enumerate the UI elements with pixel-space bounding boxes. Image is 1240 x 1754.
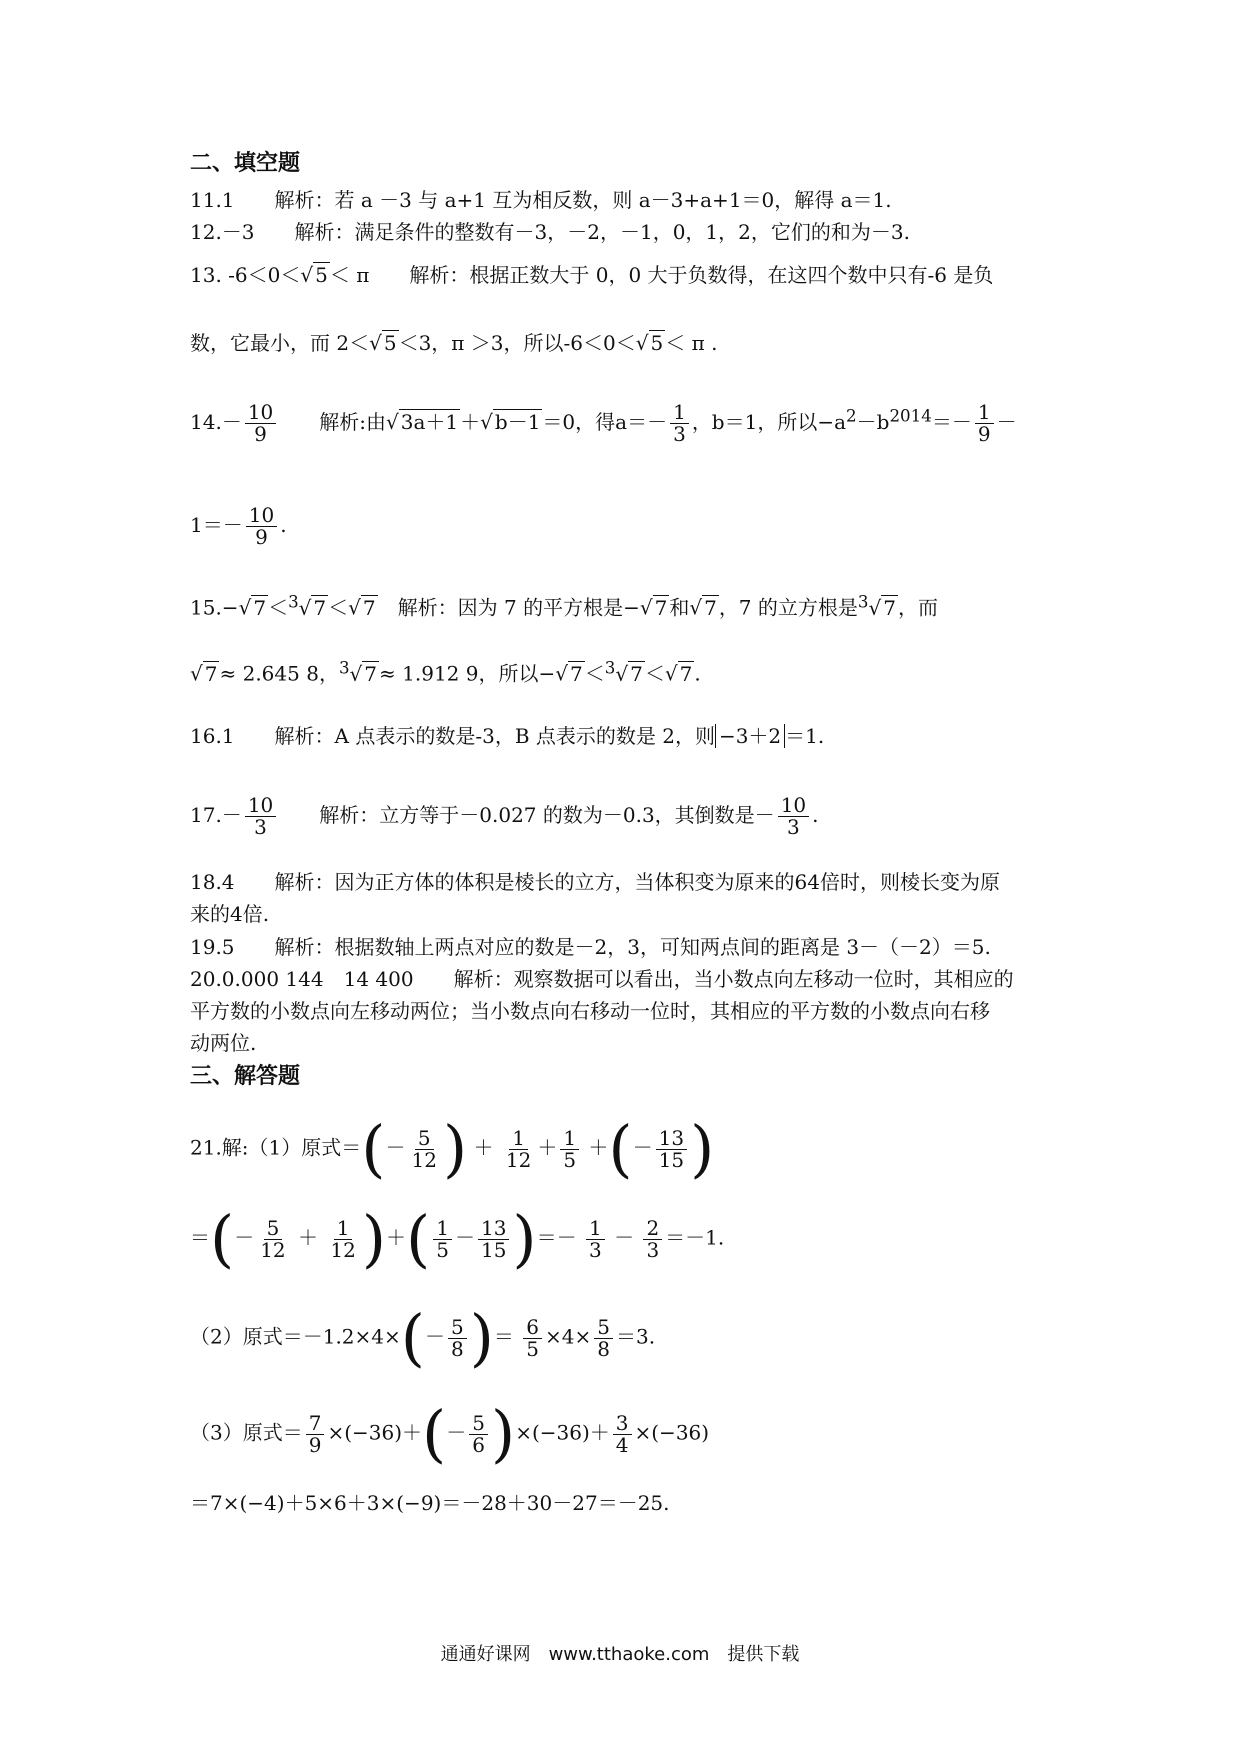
answer-q20-line2: 平方数的小数点向左移动两位；当小数点向右移动一位时，其相应的平方数的小数点向右移 [190,999,990,1023]
solution-21-part2: （2）原式＝－1.2×4×(－ $\frac{5}{8}$ )＝ $\frac{6}{5}$ ×4× $\frac{5}{8}$ ＝3. [190,1301,656,1374]
sqrt-5: √ 5 [369,331,397,355]
answer-q12: 12.－3 解析：满足条件的整数有－3，－2，－1，0，1，2，它们的和为－3. [190,220,910,244]
fraction: $\frac{10}{9}$ [246,505,277,548]
answer-q20-line3: 动两位. [190,1031,257,1055]
answer-q13-line2: 数，它最小，而 2＜√ 5 ＜3，π ＞3，所以-6＜0＜√ 5 ＜ π . [190,331,718,355]
answer-q11: 11.1 解析：若 a －3 与 a+1 互为相反数，则 a－3+a+1＝0，解得 a＝1. [190,188,892,212]
answer-q15-line1: 15.−√ 7 ＜$^3$√ 7 ＜√ 7 解析：因为 7 的平方根是−√ 7 和√ 7 ，7 的立方根是$^3$√ 7 ，而 [190,592,938,620]
section-heading-fill-blank: 二、填空题 [190,150,301,176]
answer-q19: 19.5 解析：根据数轴上两点对应的数是－2，3，可知两点间的距离是 3－（－2）＝5. [190,935,991,959]
solution-21-part1-line1: 21.解:（1）原式＝(－ $\frac{5}{12}$ ) ＋ $\frac{1}{12}$ ＋ $\frac{1}{5}$ ＋(－ $\frac{13}{15}$ ) [190,1112,715,1185]
page-footer: 通通好课网 www.tthaoke.com 提供下载 [440,1644,800,1665]
fraction: $\frac{10}{3}$ [245,795,276,838]
sqrt-expression: √ b－1 [480,410,541,434]
answer-q18-line2: 来的4倍. [190,902,270,926]
fraction: $\frac{1}{3}$ [670,402,689,445]
answer-q18-line1: 18.4 解析：因为正方体的体积是棱长的立方，当体积变为原来的64倍时，则棱长变为原 [190,870,1000,894]
fraction: $\frac{10}{3}$ [778,795,809,838]
answer-q17: 17.－ $\frac{10}{3}$ 解析：立方等于－0.027 的数为－0.3，其倒数是－ $\frac{10}{3}$ . [190,793,819,839]
answer-q13-line1 [190,265,993,285]
absolute-value: −3＋2 [715,724,785,748]
answer-q15-line2: √ 7 ≈ 2.645 8，$^3$√ 7 ≈ 1.912 9，所以−√ 7 ＜$^3$√ 7 ＜√ 7 . [190,658,701,686]
solution-21-part3-line1: （3）原式＝ $\frac{7}{9}$ ×(−36)＋(－ $\frac{5}{6}$ )×(−36)＋ $\frac{3}{4}$ ×(−36) [190,1397,710,1470]
answer-q14-line2: 1＝－ $\frac{10}{9}$ . [190,503,287,549]
answer-q14-line1: 14.－ $\frac{10}{9}$ 解析:由√ 3a＋1 ＋√ b－1 ＝0，得a＝－ $\frac{1}{3}$ ，b＝1，所以$-a^2-b^{2014}=-$ $\frac{1}{9}$ － [190,400,1017,446]
answer-q20-line1: 20.0.000 144 14 400 解析：观察数据可以看出，当小数点向左移动一位时，其相应的 [190,967,1014,991]
sqrt-5: √ 5 [635,331,664,355]
sqrt-expression: √ 3a＋1 [386,410,459,434]
q13-part2: ＜ π 解析：根据正数大于 0，0 大于负数得，在这四个数中只有-6 是负 [329,263,994,287]
sqrt-5: √ 5 [300,263,328,287]
solution-21-part3-line2: ＝7×(−4)＋5×6＋3×(−9)＝－28＋30－27＝－25. [190,1491,670,1515]
q13-part1: -6＜0＜ [221,263,301,287]
fraction: $\frac{1}{9}$ [975,402,994,445]
solution-21-part1-line2: ＝(－ $\frac{5}{12}$ ＋ $\frac{1}{12}$ )＋( $\frac{1}{5}$ － $\frac{13}{15}$ )＝－ $\frac{1}{3}$ － $\frac{2}{3}$ ＝－1. [190,1202,725,1275]
section-heading-solutions: 三、解答题 [190,1063,301,1089]
answer-q16: 16.1 解析：A 点表示的数是-3，B 点表示的数是 2，则 −3＋2 ＝1. [190,724,825,748]
q13-number: 13. [190,263,222,287]
fraction: $\frac{10}{9}$ [245,402,276,445]
